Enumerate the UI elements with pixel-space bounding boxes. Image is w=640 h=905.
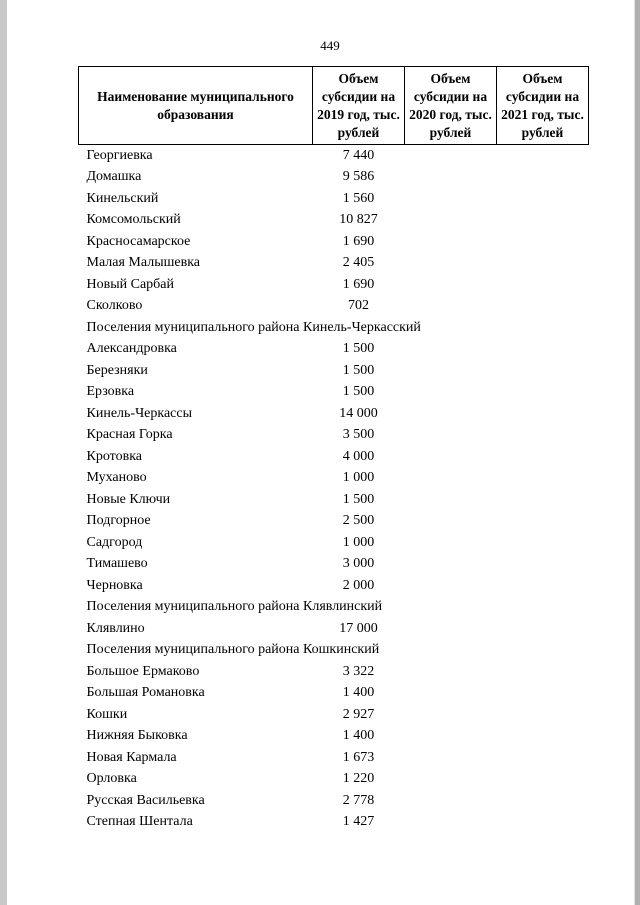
municipality-name-cell: Красносамарское xyxy=(86,233,191,249)
subsidy-2021-cell xyxy=(497,468,589,490)
subsidy-2020-cell xyxy=(405,231,497,253)
table-row xyxy=(79,167,589,189)
subsidy-2019-cell: 2 778 xyxy=(342,792,375,808)
table-row xyxy=(79,296,589,318)
subsidy-2021-cell xyxy=(497,747,589,769)
subsidy-2019-cell: 3 500 xyxy=(342,427,375,443)
subsidy-2021-cell xyxy=(497,726,589,748)
municipality-name-cell: Степная Шентала xyxy=(86,814,193,830)
table-row xyxy=(79,554,589,576)
subsidy-2020-cell xyxy=(405,790,497,812)
subsidy-2019-cell: 14 000 xyxy=(339,405,378,421)
municipality-name-cell: Красная Горка xyxy=(86,427,173,443)
subsidy-2019-cell: 1 220 xyxy=(342,771,375,787)
table-row xyxy=(79,188,589,210)
municipality-name-cell: Георгиевка xyxy=(86,147,153,163)
subsidy-2019-cell: 702 xyxy=(348,298,369,314)
municipality-name-cell: Кинельский xyxy=(86,190,159,206)
subsidy-2021-cell xyxy=(497,618,589,640)
scan-right-edge xyxy=(635,0,640,905)
subsidy-2020-cell xyxy=(405,360,497,382)
subsidy-2021-cell xyxy=(497,554,589,576)
header-municipality-name: Наименование муниципального образования xyxy=(79,67,313,145)
subsidy-2020-cell xyxy=(405,339,497,361)
subsidy-2019-cell: 2 405 xyxy=(342,255,375,271)
subsidy-2021-cell xyxy=(497,296,589,318)
municipality-name-cell: Нижняя Быковка xyxy=(86,728,188,744)
subsidy-2019-cell: 1 673 xyxy=(342,749,375,765)
subsidy-2019-cell: 10 827 xyxy=(339,212,378,228)
municipality-name-cell: Комсомольский xyxy=(86,212,181,228)
subsidy-2021-cell xyxy=(497,188,589,210)
municipality-name-cell: Русская Васильевка xyxy=(86,792,205,808)
subsidy-2019-cell: 2 500 xyxy=(342,513,375,529)
table-row xyxy=(79,747,589,769)
table-body xyxy=(79,145,589,834)
group-header-row xyxy=(79,640,589,662)
subsidy-2020-cell xyxy=(405,382,497,404)
subsidy-2019-cell: 1 500 xyxy=(342,341,375,357)
table-row xyxy=(79,253,589,275)
subsidy-2019-cell: 1 400 xyxy=(342,685,375,701)
table-row xyxy=(79,661,589,683)
subsidy-2020-cell xyxy=(405,446,497,468)
table-row xyxy=(79,210,589,232)
subsidy-2019-cell: 1 500 xyxy=(342,362,375,378)
municipality-name-cell: Новый Сарбай xyxy=(86,276,174,292)
municipality-name-cell: Кротовка xyxy=(86,448,143,464)
scan-left-edge xyxy=(0,0,7,905)
subsidy-2020-cell xyxy=(405,661,497,683)
municipality-name-cell: Муханово xyxy=(86,470,147,486)
municipality-name-cell: Черновка xyxy=(86,577,143,593)
subsidy-2020-cell xyxy=(405,296,497,318)
table-row xyxy=(79,274,589,296)
table-row xyxy=(79,726,589,748)
subsidy-2021-cell xyxy=(497,231,589,253)
subsidy-2020-cell xyxy=(405,253,497,275)
municipality-name-cell: Домашка xyxy=(86,169,142,185)
subsidy-2021-cell xyxy=(497,425,589,447)
group-header-label: Поселения муниципального района Кинель-Черкасский xyxy=(86,319,421,335)
group-header-label: Поселения муниципального района Клявлинский xyxy=(86,599,383,615)
municipality-name-cell: Березняки xyxy=(86,362,148,378)
subsidy-2020-cell xyxy=(405,403,497,425)
subsidy-2019-cell: 3 322 xyxy=(342,663,375,679)
municipality-name-cell: Малая Малышевка xyxy=(86,255,201,271)
subsidy-2021-cell xyxy=(497,661,589,683)
subsidy-2020-cell xyxy=(405,145,497,167)
subsidy-table xyxy=(78,66,589,833)
subsidy-2021-cell xyxy=(497,769,589,791)
subsidy-2021-cell xyxy=(497,167,589,189)
subsidy-2019-cell: 2 000 xyxy=(342,577,375,593)
subsidy-2020-cell xyxy=(405,210,497,232)
subsidy-2020-cell xyxy=(405,618,497,640)
subsidy-2019-cell: 3 000 xyxy=(342,556,375,572)
table-row xyxy=(79,382,589,404)
subsidy-2021-cell xyxy=(497,403,589,425)
table-row xyxy=(79,704,589,726)
subsidy-2020-cell xyxy=(405,683,497,705)
subsidy-2020-cell xyxy=(405,769,497,791)
subsidy-2019-cell: 1 427 xyxy=(342,814,375,830)
subsidy-2020-cell xyxy=(405,747,497,769)
subsidy-2021-cell xyxy=(497,790,589,812)
subsidy-2020-cell xyxy=(405,489,497,511)
subsidy-2019-cell: 1 690 xyxy=(342,233,375,249)
municipality-name-cell: Новая Кармала xyxy=(86,749,177,765)
subsidy-2019-cell: 1 000 xyxy=(342,534,375,550)
subsidy-2020-cell xyxy=(405,167,497,189)
table-row xyxy=(79,339,589,361)
table-row xyxy=(79,618,589,640)
table-row xyxy=(79,231,589,253)
municipality-name-cell: Орловка xyxy=(86,771,137,787)
table-row xyxy=(79,468,589,490)
subsidy-2021-cell xyxy=(497,511,589,533)
header-subsidy-2021: Объем субсидии на 2021 год, тыс. рублей xyxy=(497,67,589,145)
subsidy-2019-cell: 7 440 xyxy=(342,147,375,163)
subsidy-2019-cell: 1 500 xyxy=(342,384,375,400)
subsidy-2021-cell xyxy=(497,683,589,705)
page-number: 449 xyxy=(320,38,340,53)
municipality-name-cell: Большое Ермаково xyxy=(86,663,200,679)
municipality-name-cell: Подгорное xyxy=(86,513,151,529)
municipality-name-cell: Сколково xyxy=(86,298,143,314)
subsidy-2019-cell: 1 500 xyxy=(342,491,375,507)
table-row xyxy=(79,425,589,447)
subsidy-2019-cell: 1 000 xyxy=(342,470,375,486)
table-row xyxy=(79,812,589,834)
subsidy-2021-cell xyxy=(497,274,589,296)
subsidy-2021-cell xyxy=(497,532,589,554)
subsidy-2021-cell xyxy=(497,382,589,404)
table-row xyxy=(79,683,589,705)
municipality-name-cell: Большая Романовка xyxy=(86,685,205,701)
subsidy-2020-cell xyxy=(405,532,497,554)
subsidy-2021-cell xyxy=(497,210,589,232)
subsidy-2020-cell xyxy=(405,704,497,726)
municipality-name-cell: Александровка xyxy=(86,341,177,357)
table-row xyxy=(79,489,589,511)
header-subsidy-2020: Объем субсидии на 2020 год, тыс. рублей xyxy=(405,67,497,145)
table-header-row xyxy=(79,67,589,145)
subsidy-2021-cell xyxy=(497,704,589,726)
subsidy-2020-cell xyxy=(405,511,497,533)
subsidy-2019-cell: 1 560 xyxy=(342,190,375,206)
subsidy-2021-cell xyxy=(497,446,589,468)
subsidy-2021-cell xyxy=(497,575,589,597)
municipality-name-cell: Кинель-Черкассы xyxy=(86,405,193,421)
subsidy-2019-cell: 2 927 xyxy=(342,706,375,722)
municipality-name-cell: Клявлино xyxy=(86,620,145,636)
subsidy-2020-cell xyxy=(405,575,497,597)
subsidy-2020-cell xyxy=(405,274,497,296)
table-row xyxy=(79,145,589,167)
header-subsidy-2019: Объем субсидии на 2019 год, тыс. рублей xyxy=(313,67,405,145)
subsidy-2020-cell xyxy=(405,812,497,834)
subsidy-2019-cell: 17 000 xyxy=(339,620,378,636)
subsidy-2019-cell: 1 690 xyxy=(342,276,375,292)
table-row xyxy=(79,575,589,597)
subsidy-2020-cell xyxy=(405,554,497,576)
table-row xyxy=(79,790,589,812)
table-row xyxy=(79,403,589,425)
group-header-row xyxy=(79,317,589,339)
subsidy-2020-cell xyxy=(405,188,497,210)
table-row xyxy=(79,532,589,554)
municipality-name-cell: Садгород xyxy=(86,534,143,550)
subsidy-2020-cell xyxy=(405,468,497,490)
municipality-name-cell: Кошки xyxy=(86,706,128,722)
subsidy-2019-cell: 1 400 xyxy=(342,728,375,744)
subsidy-2019-cell: 4 000 xyxy=(342,448,375,464)
subsidy-2020-cell xyxy=(405,425,497,447)
municipality-name-cell: Тимашево xyxy=(86,556,148,572)
table-row xyxy=(79,360,589,382)
table-row xyxy=(79,511,589,533)
subsidy-2021-cell xyxy=(497,489,589,511)
subsidy-2021-cell xyxy=(497,145,589,167)
group-header-row xyxy=(79,597,589,619)
table-row xyxy=(79,769,589,791)
table-row xyxy=(79,446,589,468)
municipality-name-cell: Новые Ключи xyxy=(86,491,171,507)
subsidy-2021-cell xyxy=(497,253,589,275)
group-header-label: Поселения муниципального района Кошкинский xyxy=(86,642,380,658)
subsidy-2021-cell xyxy=(497,339,589,361)
subsidy-2019-cell: 9 586 xyxy=(342,169,375,185)
subsidy-2021-cell xyxy=(497,360,589,382)
municipality-name-cell: Ерзовка xyxy=(86,384,135,400)
subsidy-2021-cell xyxy=(497,812,589,834)
subsidy-2020-cell xyxy=(405,726,497,748)
